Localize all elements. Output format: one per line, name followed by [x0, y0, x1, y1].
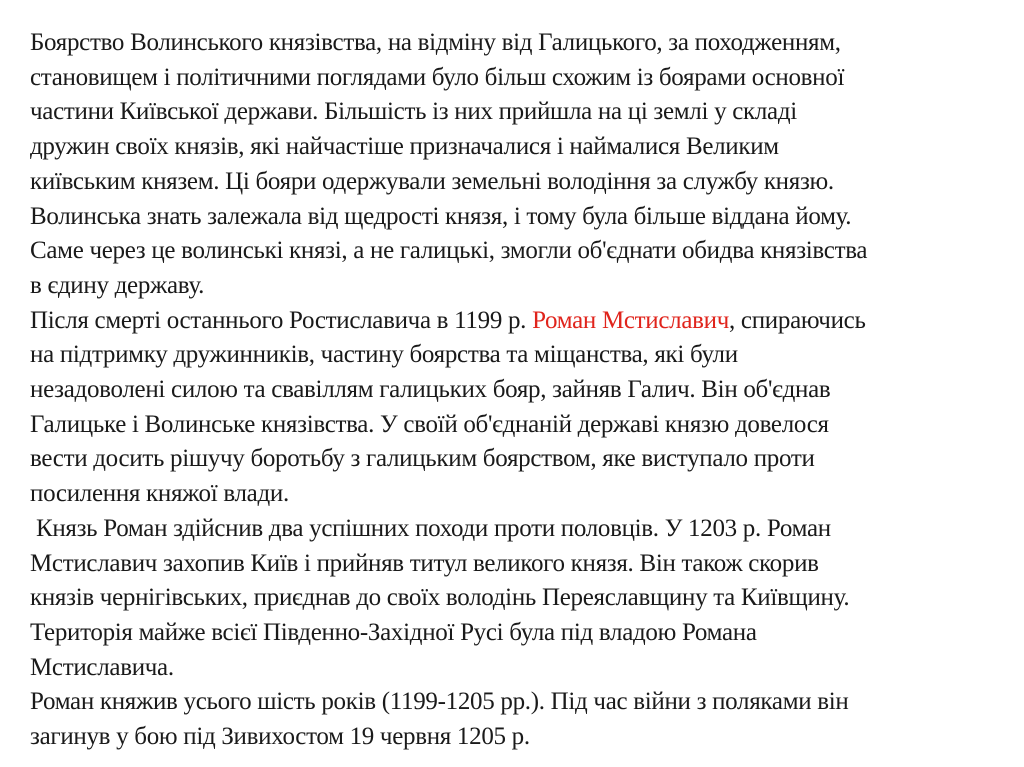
paragraph-roman-galych: [30, 304, 1020, 512]
text-line: Роман княжив усього шість років (1199-1205 рр.). Під час війни з поляками він: [30, 688, 849, 716]
text-line: на підтримку дружинників, частину боярства та міщанства, які були: [30, 341, 738, 369]
paragraph-volyn-boyars: [30, 26, 1020, 304]
text-line: [30, 304, 1020, 339]
text-line: загинув у бою під Зивихостом 19 червня 1205 р.: [30, 723, 530, 751]
text-line: Саме через це волинські князі, а не галицькі, змогли об'єднати обидва князівства: [30, 237, 868, 265]
text-line: дружин своїх князів, які найчастіше призначалися і наймалися Великим: [30, 133, 779, 161]
text-line: Мстиславича.: [30, 653, 174, 681]
text-line: посилення княжої влади.: [30, 480, 289, 508]
text-line: Боярство Волинського князівства, на відміну від Галицького, за походженням,: [30, 29, 841, 56]
text-line: частини Київської держави. Більшість із них прийшла на ці землі у складі: [30, 98, 797, 126]
paragraph-roman-campaigns: [30, 512, 1020, 686]
text-line: Територія майже всієї Південно-Західної Русі була під владою Романа: [30, 618, 757, 646]
text-line: Галицьке і Волинське князівства. У своїй об'єднаній державі князю довелося: [30, 410, 829, 438]
text-line: Князь Роман здійснив два успішних походи проти половців. У 1203 р. Роман: [30, 514, 831, 542]
text-line: незадоволені силою та свавіллям галицьких бояр, зайняв Галич. Він об'єднав: [30, 376, 831, 404]
text-line: в єдину державу.: [30, 271, 205, 299]
text-line: становищем і політичними поглядами було більш схожим із боярами основної: [30, 63, 845, 91]
paragraph-roman-death: [30, 685, 1020, 754]
text-line: князів чернігівських, приєднав до своїх володінь Переяславщину та Київщину.: [30, 584, 850, 612]
highlighted-name-roman-mstyslavych: Роман Мстиславич: [532, 306, 730, 334]
text-fragment: Після смерті останнього Ростиславича в 1199 р.: [30, 306, 533, 334]
text-line: Волинська знать залежала від щедрості князя, і тому була більше віддана йому.: [30, 202, 852, 230]
slide-text-body: [30, 26, 1020, 755]
text-fragment: , спираючись: [729, 306, 866, 334]
text-line: київським князем. Ці бояри одержували земельні володіння за службу князю.: [30, 167, 834, 195]
text-line: вести досить рішучу боротьбу з галицьким боярством, яке виступало проти: [30, 445, 815, 473]
text-line: Мстиславич захопив Київ і прийняв титул великого князя. Він також скорив: [30, 549, 819, 577]
